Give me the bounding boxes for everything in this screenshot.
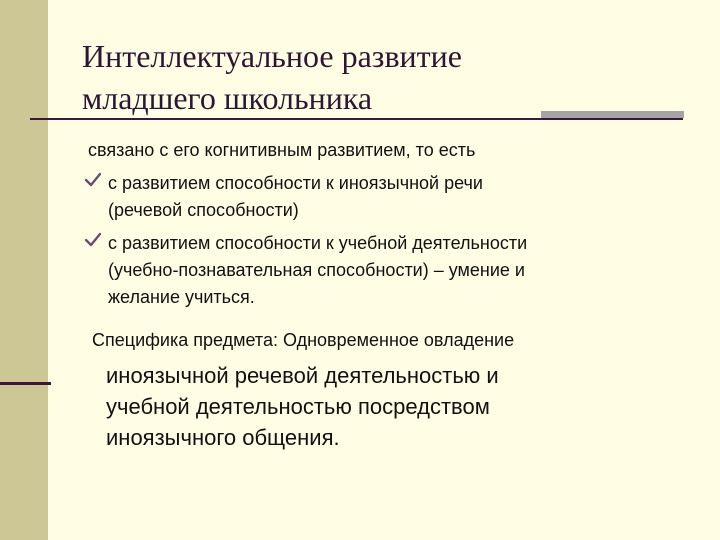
spec-line: иноязычной речевой деятельностью и	[106, 363, 499, 388]
spec-line: учебной деятельностью посредством	[106, 394, 490, 419]
checkmark-icon	[84, 171, 102, 189]
bullet-item-speech	[84, 170, 694, 224]
bullet-item-learning	[84, 230, 694, 311]
bullet-line: желание учиться.	[108, 287, 255, 307]
intro-text: связано с его когнитивным развитием, то есть	[88, 140, 476, 160]
title-line-1: Интеллектуальное развитие	[82, 38, 462, 74]
spec-line: иноязычного общения.	[106, 425, 340, 450]
bullet-list	[84, 170, 694, 317]
bullet-line: (речевой способности)	[108, 200, 299, 220]
title-rule-gray	[541, 111, 684, 118]
bullet-line: с развитием способности к иноязычной речи	[108, 173, 483, 193]
left-sidebar-bar	[0, 0, 48, 540]
title-line-2: младшего школьника	[82, 80, 373, 116]
bullet-line: с развитием способности к учебной деятельности	[108, 233, 528, 253]
checkmark-icon	[84, 231, 102, 249]
subject-specifics-text	[106, 360, 499, 453]
bullet-line: (учебно-познавательная способности) – умение и	[108, 260, 525, 280]
slide-title	[82, 35, 682, 119]
title-rule	[30, 118, 683, 120]
sidebar-accent-line	[0, 382, 51, 385]
subject-specifics-label: Специфика предмета: Одновременное овладение	[92, 330, 515, 350]
